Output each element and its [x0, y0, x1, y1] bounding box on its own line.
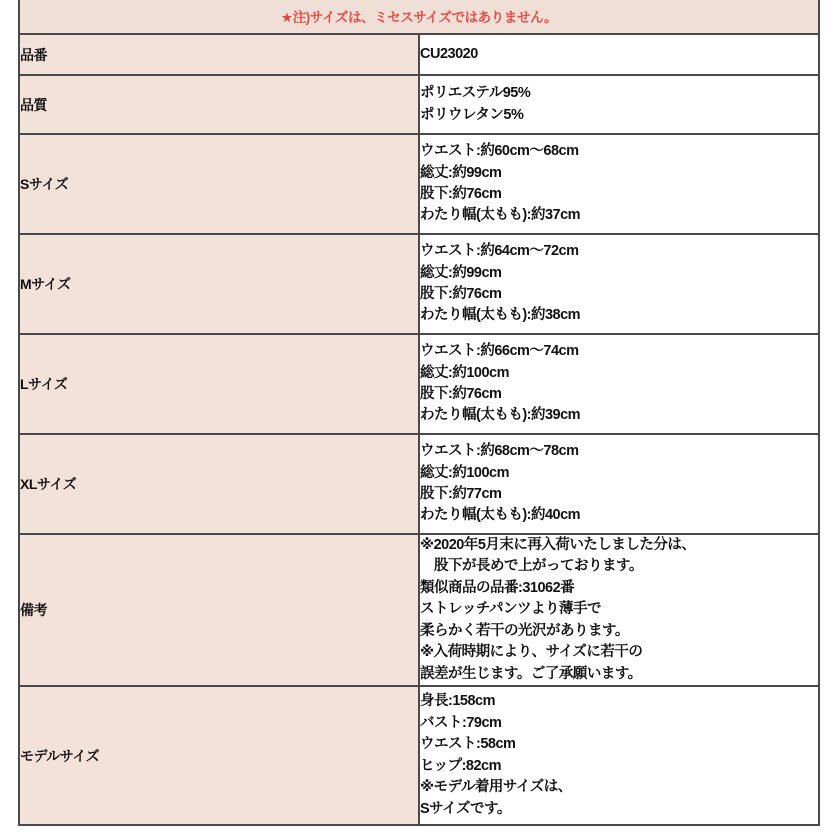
value-line: ウエスト:約60cm〜68cm [420, 143, 579, 160]
row-value-material [419, 75, 819, 134]
value-line: ※入荷時期により、サイズに若干の [420, 644, 643, 661]
value-line: わたり幅(太もも):約38cm [420, 307, 581, 324]
value-line: CU23020 [420, 45, 478, 62]
value-line: ※モデル着用サイズは、 [420, 779, 572, 796]
notice-header-row [19, 0, 819, 34]
value-line: 股下:約76cm [420, 386, 502, 402]
row-label-remarks: 備考 [19, 534, 419, 686]
row-label-size-s: Sサイズ [19, 134, 419, 234]
row-label-size-l: Lサイズ [19, 334, 419, 434]
table-row-size-xl [19, 434, 819, 534]
spec-table-body [19, 0, 819, 825]
row-value-product-code [419, 34, 819, 75]
table-row-remarks [19, 534, 819, 686]
value-line: ウエスト:約68cm〜78cm [420, 443, 579, 460]
value-line: ウエスト:58cm [420, 736, 516, 753]
table-row-size-m [19, 234, 819, 334]
notice-header-cell [19, 0, 819, 34]
value-line: ポリエステル95% [420, 85, 531, 102]
row-label-material: 品質 [19, 75, 419, 134]
row-value-size-xl [419, 434, 819, 534]
table-row-product-code [19, 34, 819, 75]
value-line: 総丈:約100cm [420, 464, 509, 481]
table-row-model-size [19, 686, 819, 825]
table-row-size-s [19, 134, 819, 234]
size-notice-text: ★注)サイズは、ミセスサイズではありません。 [280, 10, 558, 25]
value-line: バスト:79cm [420, 714, 502, 731]
value-line: 総丈:約100cm [420, 364, 509, 381]
row-label-size-xl: XLサイズ [19, 434, 419, 534]
value-line: わたり幅(太もも):約39cm [420, 407, 581, 424]
value-line: ストレッチパンツより薄手で [420, 601, 601, 618]
table-row-material [19, 75, 819, 134]
row-value-remarks [419, 534, 819, 686]
table-row-size-l [19, 334, 819, 434]
value-line: ※2020年5月末に再入荷いたしました分は、 [420, 537, 696, 553]
row-label-product-code: 品番 [19, 34, 419, 75]
product-spec-table [18, 0, 820, 826]
value-line: ウエスト:約64cm〜72cm [420, 243, 579, 260]
value-line: Sサイズです。 [420, 800, 511, 817]
value-line: ヒップ:82cm [420, 757, 501, 774]
row-value-size-l [419, 334, 819, 434]
value-line: 誤差が生じます。ご了承願います。 [420, 665, 642, 682]
value-line: 股下:約77cm [420, 486, 502, 502]
value-line: 股下:約76cm [420, 186, 502, 202]
value-line: 柔らかく若干の光沢があります。 [420, 622, 629, 639]
value-line: 身長:158cm [420, 693, 495, 710]
value-line: 総丈:約99cm [420, 164, 502, 181]
row-value-size-s [419, 134, 819, 234]
value-line: 股下が長めで上がっております。 [420, 558, 643, 575]
value-line: ウエスト:約66cm〜74cm [420, 343, 579, 360]
row-label-size-m: Mサイズ [19, 234, 419, 334]
row-value-model-size [419, 686, 819, 825]
value-line: 類似商品の品番:31062番 [420, 579, 575, 596]
row-label-model-size: モデルサイズ [19, 686, 419, 825]
value-line: 総丈:約99cm [420, 264, 502, 281]
value-line: ポリウレタン5% [420, 106, 524, 123]
value-line: わたり幅(太もも):約40cm [420, 507, 581, 524]
value-line: わたり幅(太もも):約37cm [420, 207, 581, 224]
row-value-size-m [419, 234, 819, 334]
value-line: 股下:約76cm [420, 286, 502, 302]
